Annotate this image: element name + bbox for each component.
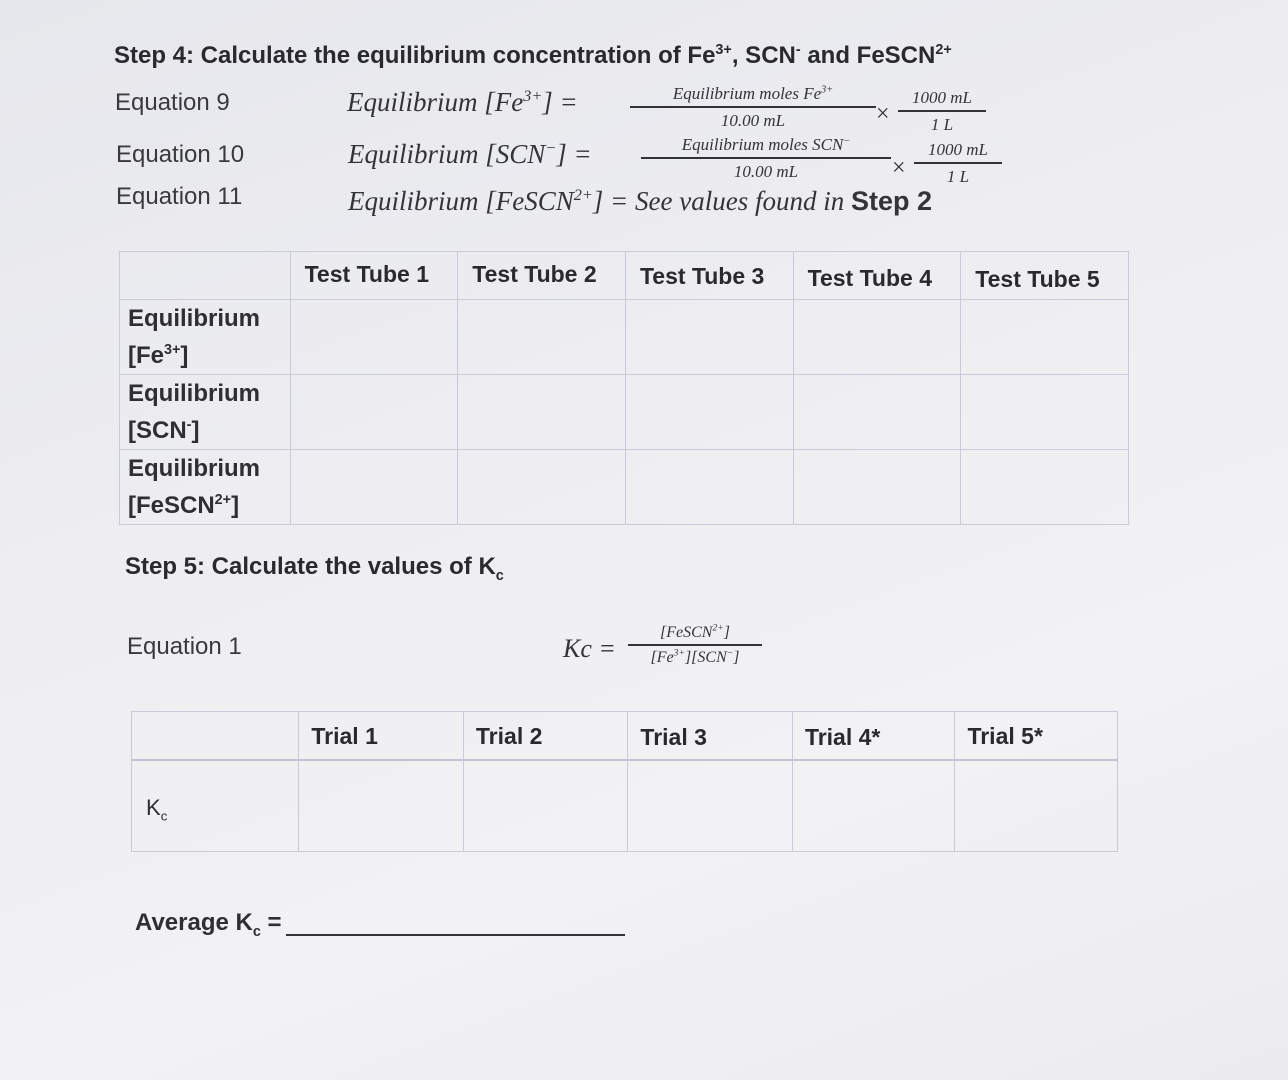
- row-label-text: ]: [180, 342, 189, 369]
- step4-heading-text: Step 4: Calculate the equilibrium concentration of Fe: [114, 42, 716, 69]
- table-cell[interactable]: [458, 450, 626, 525]
- column-header: Test Tube 2: [472, 261, 597, 287]
- table-row: [120, 450, 1129, 525]
- table-cell[interactable]: [625, 375, 793, 450]
- step4-heading-sup: 3+: [715, 42, 732, 58]
- equation-9-lhs-text: ] =: [542, 87, 578, 117]
- equation-10-lhs: [348, 139, 592, 170]
- row-label: [120, 450, 290, 524]
- table-header-cell: [299, 712, 464, 760]
- table-cell[interactable]: [961, 450, 1129, 525]
- equation-1-fraction: [628, 624, 762, 667]
- table-cell[interactable]: [458, 375, 626, 450]
- column-header: Trial 2: [475, 723, 543, 749]
- equation-10-factor: [914, 140, 1002, 187]
- table-row: [120, 300, 1129, 375]
- equation-10-times: ×: [892, 155, 906, 181]
- equation-9-denominator: 10.00 mL: [720, 110, 786, 130]
- table-header-cell: [792, 712, 955, 760]
- table-cell[interactable]: [458, 300, 626, 375]
- equation-9-factor-den: 1 L: [930, 114, 954, 134]
- table-header-cell: [961, 252, 1129, 300]
- equation-1-denominator-text: ]: [733, 648, 740, 666]
- equation-10-lhs-text: ] =: [556, 139, 592, 169]
- equation-1-lhs: Kc =: [563, 634, 616, 663]
- equation-10-factor-num: 1000 mL: [928, 140, 988, 159]
- equation-10-fraction: [641, 135, 891, 182]
- equation-1-numerator: [658, 624, 732, 644]
- equation-10-factor-den: 1 L: [946, 166, 970, 186]
- table-cell[interactable]: [625, 450, 793, 525]
- equation-1-denominator-text: [Fe: [650, 648, 674, 666]
- equilibrium-table: [119, 251, 1129, 525]
- row-label-text: ]: [191, 417, 200, 444]
- equation-9-numerator-text: Equilibrium moles Fe: [672, 84, 822, 103]
- row-label-line: [128, 412, 290, 449]
- table-header-cell: [458, 252, 626, 300]
- table-cell[interactable]: [793, 375, 961, 450]
- table-header-cell: [290, 252, 458, 300]
- table-row: [132, 760, 1118, 852]
- table-cell[interactable]: [290, 375, 458, 450]
- equation-9-factor-num: 1000 mL: [912, 88, 972, 107]
- column-header: Trial 5*: [967, 723, 1043, 749]
- step5-heading: [125, 553, 504, 584]
- row-label-text: [FeSCN: [128, 492, 215, 519]
- column-header: Trial 3: [640, 724, 707, 750]
- table-row: [120, 375, 1129, 450]
- row-label-sup: -: [186, 417, 192, 433]
- equation-11-lhs-sup: 2+: [573, 186, 593, 204]
- average-kc-text: =: [260, 909, 282, 936]
- equation-10-numerator: [680, 135, 852, 157]
- table-header-cell: [955, 712, 1118, 760]
- equation-9-lhs-sup: 3+: [523, 87, 543, 105]
- equation-1-numerator-text: [FeSCN: [660, 624, 713, 641]
- equation-10-numerator-text: Equilibrium moles SCN: [681, 135, 844, 154]
- kc-row-label-text: K: [146, 794, 161, 820]
- average-kc-text: Average K: [135, 909, 253, 936]
- table-cell[interactable]: [793, 450, 961, 525]
- row-label-cell: [120, 300, 291, 375]
- table-header-cell: [628, 712, 793, 760]
- row-label-line: [128, 337, 290, 374]
- table-header-cell: [625, 252, 793, 300]
- equation-9-label: Equation 9: [115, 89, 230, 116]
- row-label-cell: [120, 375, 291, 450]
- table-corner-cell: [132, 712, 299, 760]
- kc-table: [131, 711, 1118, 852]
- table-header-cell: [463, 712, 628, 760]
- equation-9-numerator-sup: 3+: [821, 84, 834, 96]
- row-label: [120, 375, 290, 449]
- average-kc-answer-line[interactable]: [286, 909, 625, 936]
- column-header: Trial 4*: [804, 724, 881, 750]
- step5-heading-text: Step 5: Calculate the values of K: [125, 553, 496, 580]
- equation-10-denominator: 10.00 mL: [733, 161, 799, 181]
- equation-1-numerator-sup: 2+: [712, 622, 724, 634]
- step5-heading-sub: c: [495, 567, 504, 584]
- table-cell[interactable]: [961, 375, 1129, 450]
- equation-11-step-ref: Step 2: [850, 186, 933, 216]
- column-header: Test Tube 4: [807, 265, 932, 291]
- equation-11-label: Equation 11: [116, 183, 243, 210]
- equation-1-denominator: [651, 646, 740, 667]
- step4-heading-text: , SCN: [731, 42, 796, 69]
- step4-heading-text: and FeSCN: [800, 42, 936, 69]
- table-cell[interactable]: [961, 300, 1129, 375]
- equation-1-denominator-text: ][SCN: [684, 648, 727, 666]
- row-label-line: Equilibrium: [128, 305, 260, 332]
- column-header: Test Tube 3: [639, 263, 765, 289]
- equation-10-lhs-text: Equilibrium [SCN: [348, 139, 546, 169]
- row-label-line: Equilibrium: [128, 455, 260, 482]
- table-header-cell: [793, 252, 961, 300]
- table-cell[interactable]: [463, 760, 628, 852]
- table-cell[interactable]: [290, 300, 458, 375]
- row-label-text: [SCN: [128, 417, 187, 444]
- equation-9-lhs-text: Equilibrium [Fe: [347, 87, 524, 117]
- row-label-cell: [132, 760, 299, 852]
- table-cell[interactable]: [290, 450, 458, 525]
- table-cell[interactable]: [625, 300, 793, 375]
- table-header-row: [120, 252, 1129, 300]
- average-kc-label: [135, 909, 282, 940]
- row-label: [120, 300, 290, 374]
- column-header: Test Tube 5: [975, 266, 1100, 292]
- table-cell[interactable]: [955, 760, 1118, 852]
- row-label-line: [128, 487, 290, 524]
- step4-heading: [114, 42, 952, 70]
- equation-1-numerator-text: ]: [723, 624, 730, 641]
- equation-9-times: ×: [876, 101, 890, 127]
- row-label-line: Equilibrium: [128, 380, 260, 407]
- table-header-row: [132, 712, 1118, 760]
- row-label-sup: 3+: [164, 342, 181, 358]
- row-label-sup: 2+: [214, 492, 232, 508]
- table-cell[interactable]: [793, 300, 961, 375]
- step4-heading-sup: 2+: [935, 42, 952, 58]
- equation-10-numerator-sup: −: [843, 135, 851, 147]
- column-header: Trial 1: [311, 723, 378, 749]
- step4-heading-sup: -: [795, 42, 801, 58]
- table-cell[interactable]: [628, 760, 793, 852]
- equation-11-lhs-text: Equilibrium [FeSCN: [348, 186, 574, 216]
- table-cell[interactable]: [299, 760, 464, 852]
- equation-9-factor: [898, 88, 986, 135]
- kc-row-label: [132, 761, 298, 823]
- equation-1-denominator-sup: 3+: [673, 647, 685, 659]
- equation-9-fraction: [630, 84, 876, 131]
- equation-1-denominator-sup: −: [726, 647, 734, 659]
- kc-row-label-sub: c: [160, 807, 168, 823]
- row-label-cell: [120, 450, 291, 525]
- equation-11-lhs: [348, 186, 932, 217]
- table-cell[interactable]: [792, 760, 955, 852]
- equation-1-label: Equation 1: [127, 633, 242, 660]
- column-header: Test Tube 1: [304, 261, 429, 287]
- equation-10-lhs-sup: −: [545, 139, 557, 157]
- equation-9-lhs: [347, 87, 578, 118]
- row-label-text: ]: [231, 492, 240, 519]
- equation-10-label: Equation 10: [116, 141, 245, 168]
- equation-11-lhs-text: ] = See values found in: [592, 186, 851, 216]
- equation-9-numerator: [671, 84, 835, 106]
- table-corner-cell: [120, 252, 291, 300]
- row-label-text: [Fe: [128, 342, 164, 369]
- average-kc-sub: c: [252, 923, 261, 940]
